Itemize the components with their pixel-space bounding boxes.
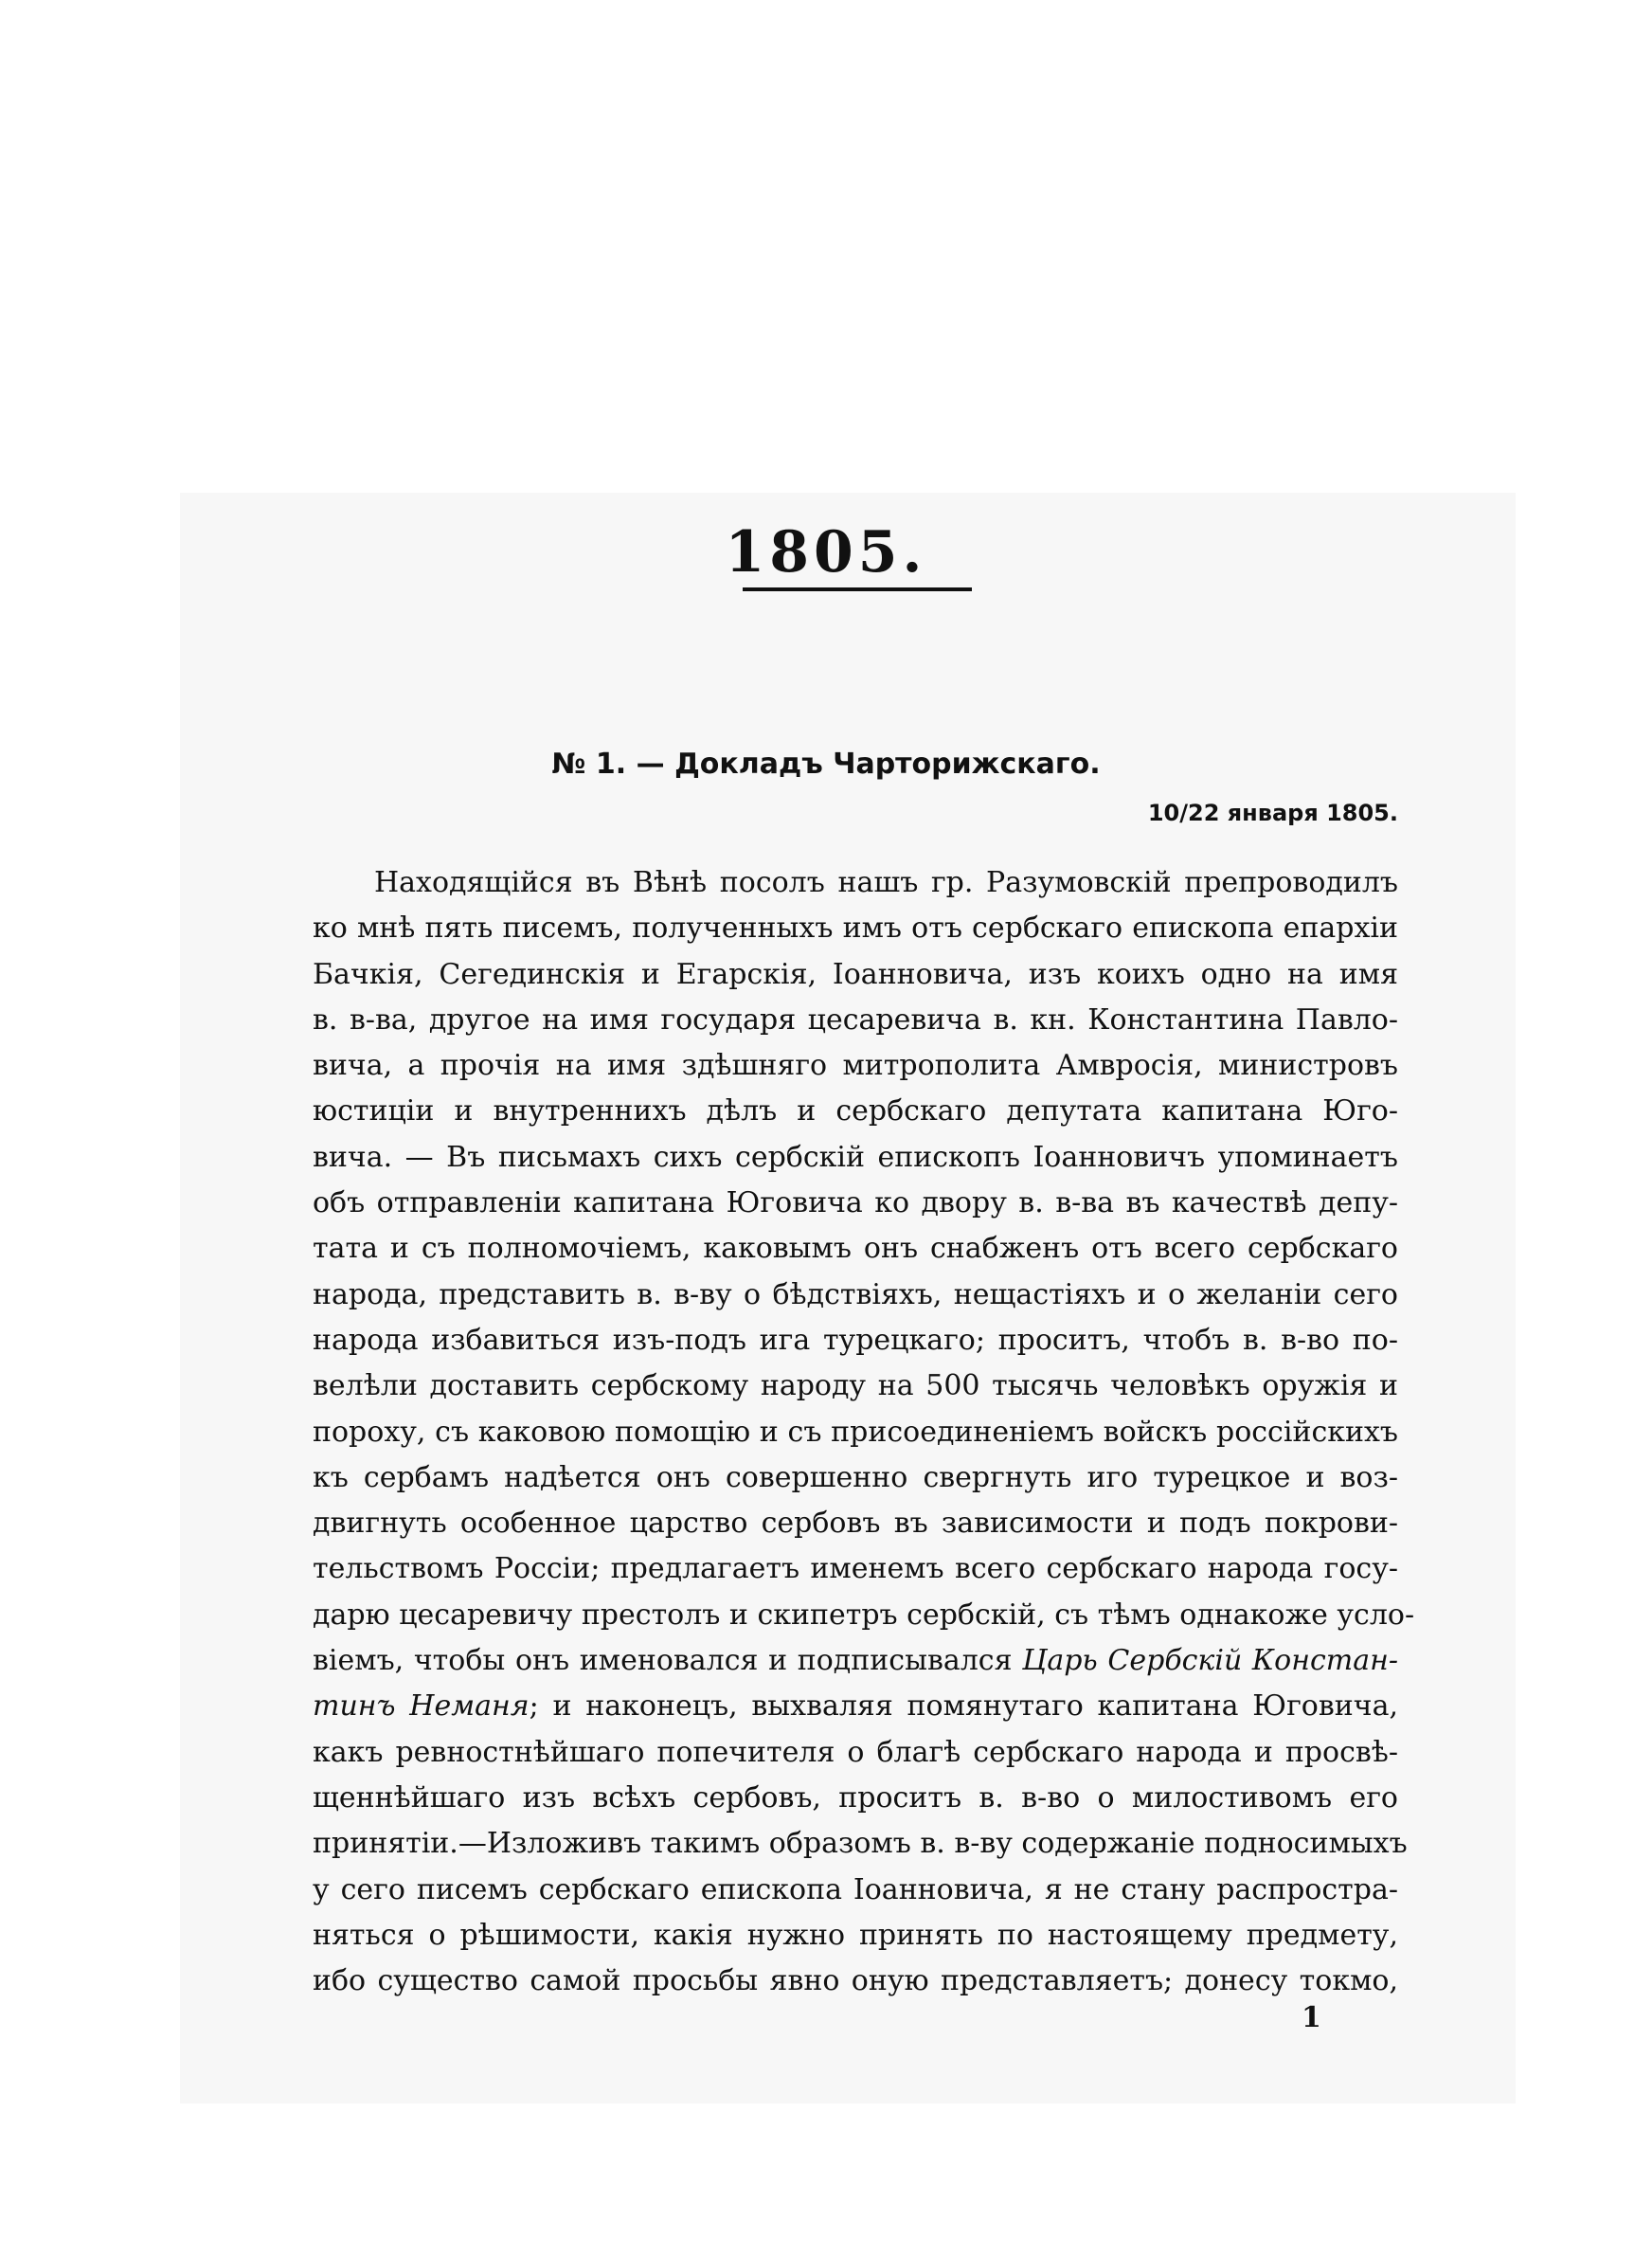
- body-line: тельствомъ Россіи; предлагаетъ именемъ всего сербскаго народа госу-: [313, 1552, 1398, 1586]
- body-line: какъ ревностнѣйшаго попечителя о благѣ сербскаго народа и просвѣ-: [313, 1735, 1398, 1769]
- year-underline: [743, 587, 972, 591]
- body-line: у сего писемъ сербскаго епископа Іоанновича, я не стану распростра-: [313, 1872, 1398, 1906]
- body-text-run: ; и наконецъ, выхваляя помянутаго капитана Юговича,: [529, 1689, 1399, 1724]
- body-line: юстиціи и внутреннихъ дѣлъ и сербскаго депутата капитана Юго-: [313, 1094, 1398, 1128]
- italic-title-run: Царь Сербскій Констан-: [1022, 1644, 1398, 1678]
- body-line: къ сербамъ надѣется онъ совершенно свергнуть иго турецкое и воз-: [313, 1460, 1398, 1494]
- body-line: дарю цесаревичу престолъ и скипетръ сербскій, съ тѣмъ однакоже усло-: [313, 1598, 1415, 1632]
- body-line: ибо существо самой просьбы явно оную представляетъ; донесу токмо,: [313, 1964, 1398, 1998]
- body-line: в. в-ва, другое на имя государя цесаревича в. кн. Константина Павло-: [313, 1002, 1398, 1037]
- body-line: Бачкія, Сегединскія и Егарскія, Іоанновича, изъ коихъ одно на имя: [313, 957, 1398, 991]
- body-line: народа, представить в. в-ву о бѣдствіяхъ, нещастіяхъ и о желаніи сего: [313, 1277, 1398, 1311]
- body-line: принятіи.—Изложивъ такимъ образомъ в. в-ву содержаніе подносимыхъ: [313, 1827, 1408, 1861]
- body-line: вича. — Въ письмахъ сихъ сербскій епископъ Іоанновичъ упоминаетъ: [313, 1140, 1398, 1174]
- year-heading: 1805.: [725, 519, 927, 586]
- body-line: Находящійся въ Вѣнѣ посолъ нашъ гр. Разумовскій препроводилъ: [374, 866, 1398, 899]
- body-line: вича, а прочія на имя здѣшняго митрополита Амвросія, министровъ: [313, 1049, 1398, 1083]
- body-line-mixed: [313, 1684, 1398, 1729]
- page-number: 1: [1302, 2001, 1321, 2034]
- body-line: няться о рѣшимости, какія нужно принять по настоящему предмету,: [313, 1918, 1398, 1952]
- body-text-run: віемъ, чтобы онъ именовался и подписывался: [313, 1644, 1013, 1678]
- body-line: ко мнѣ пять писемъ, полученныхъ имъ отъ сербскаго епископа епархіи: [313, 912, 1398, 946]
- document-date: 10/22 января 1805.: [1147, 800, 1398, 826]
- body-line: велѣли доставить сербскому народу на 500 тысячь человѣкъ оружія и: [313, 1369, 1398, 1403]
- italic-title-run: тинъ Неманя: [313, 1689, 530, 1724]
- document-title: № 1. — Докладъ Чарторижскаго.: [551, 748, 1101, 781]
- body-text: [313, 860, 1415, 2004]
- body-line: щеннѣйшаго изъ всѣхъ сербовъ, проситъ в. в-во о милостивомъ его: [313, 1780, 1398, 1815]
- body-line: пороху, съ каковою помощію и съ присоединеніемъ войскъ россійскихъ: [313, 1415, 1398, 1449]
- body-line: двигнуть особенное царство сербовъ въ зависимости и подъ покрови-: [313, 1507, 1398, 1541]
- body-line: народа избавиться изъ-подъ ига турецкаго; проситъ, чтобъ в. в-во по-: [313, 1323, 1398, 1357]
- body-line: тата и съ полномочіемъ, каковымъ онъ снабженъ отъ всего сербскаго: [313, 1232, 1398, 1266]
- body-line-mixed: [313, 1638, 1398, 1684]
- body-line: объ отправленіи капитана Юговича ко двору в. в-ва въ качествѣ депу-: [313, 1186, 1398, 1220]
